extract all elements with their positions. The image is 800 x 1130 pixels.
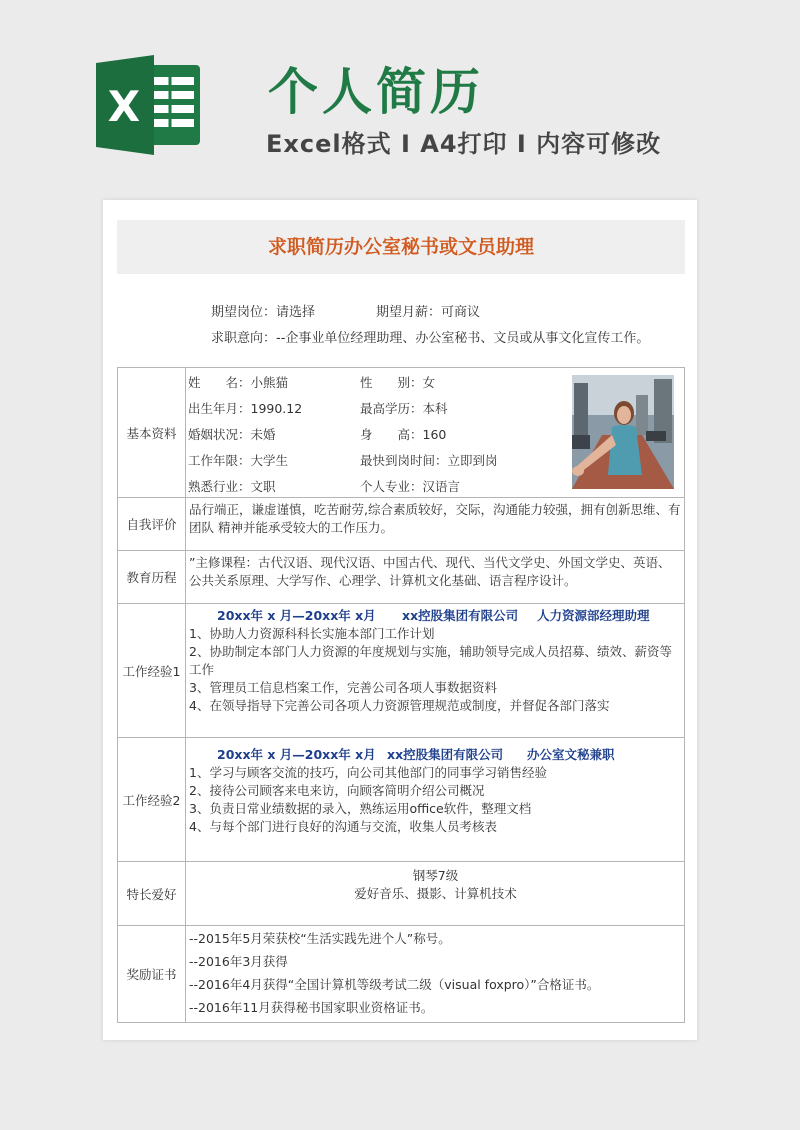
- work1-period: 20xx年 x 月—20xx年 x月: [217, 608, 376, 623]
- field-name: 姓 名：小熊猫: [188, 375, 289, 390]
- hobby-line: 爱好音乐、摄影、计算机技术: [354, 886, 517, 901]
- work2-item: 2、接待公司顾客来电来访，向顾客简明介绍公司概况: [189, 783, 485, 798]
- page-subtitle: Excel格式 I A4打印 I 内容可修改: [266, 130, 662, 158]
- field-available: 最快到岗时间：立即到岗: [360, 453, 498, 468]
- award-item: --2016年11月获得秘书国家职业资格证书。: [189, 1000, 434, 1015]
- award-item: --2016年3月获得: [189, 954, 288, 969]
- self-eval-text: 品行端正，谦虚谨慎，吃苦耐劳,综合素质较好，交际，沟通能力较强，拥有创新思维、有团队 精神并能承受较大的工作压力。: [186, 498, 685, 551]
- page-title: 个人简历: [268, 63, 484, 121]
- label-education: 教育历程: [118, 551, 186, 604]
- field-gender: 性 别：女: [360, 375, 436, 390]
- label-work2: 工作经验2: [118, 738, 186, 862]
- expected-salary: 期望月薪：可商议: [376, 305, 481, 320]
- label-self-eval: 自我评价: [118, 498, 186, 551]
- job-intent: 求职意向：--企事业单位经理助理、办公室秘书、文员或从事文化宣传工作。: [211, 331, 650, 346]
- row-self-eval: [118, 498, 685, 551]
- award-item: --2016年4月获得“全国计算机等级考试二级（visual foxpro）”合格证书。: [189, 977, 600, 992]
- awards-content: [186, 926, 685, 1023]
- svg-text:X: X: [107, 82, 141, 131]
- field-education: 最高学历：本科: [360, 401, 448, 416]
- row-hobbies: [118, 862, 685, 926]
- work2-item: 1、学习与顾客交流的技巧，向公司其他部门的同事学习销售经验: [189, 765, 547, 780]
- work2-item: 3、负责日常业绩数据的录入，熟练运用office软件，整理文档: [189, 801, 532, 816]
- field-height: 身 高：160: [360, 427, 447, 442]
- work1-item: 3、管理员工信息档案工作，完善公司各项人事数据资料: [189, 680, 497, 695]
- work1-item: 1、协助人力资源科科长实施本部门工作计划: [189, 626, 435, 641]
- field-major: 个人专业：汉语言: [360, 479, 461, 494]
- row-basic: [118, 368, 685, 498]
- resume-table: [117, 367, 685, 1023]
- profile-photo: [572, 375, 674, 489]
- work1-item: 4、在领导指导下完善公司各项人力资源管理规范或制度，并督促各部门落实: [189, 698, 610, 713]
- row-work2: [118, 738, 685, 862]
- hobby-line: 钢琴7级: [412, 868, 459, 883]
- work1-header: [189, 607, 682, 625]
- work2-position: 办公室文秘兼职: [527, 747, 615, 762]
- label-hobbies: 特长爱好: [118, 862, 186, 926]
- work1-content: [186, 604, 685, 738]
- basic-info: [186, 368, 685, 498]
- work2-company: xx控股集团有限公司: [387, 747, 504, 762]
- label-basic: 基本资料: [118, 368, 186, 498]
- resume-title: 求职简历办公室秘书或文员助理: [267, 236, 534, 258]
- education-text: ”主修课程：古代汉语、现代汉语、中国古代、现代、当代文学史、外国文学史、英语、公共关系原理、大学写作、心理学、计算机文化基础、语言程序设计。: [186, 551, 685, 604]
- work2-period: 20xx年 x 月—20xx年 x月: [217, 747, 376, 762]
- excel-logo-icon: [96, 55, 204, 155]
- hobbies-content: [186, 862, 685, 926]
- award-item: --2015年5月荣获校“生活实践先进个人”称号。: [189, 931, 451, 946]
- work1-position: 人力资源部经理助理: [537, 608, 650, 623]
- work2-header: [189, 741, 682, 764]
- row-work1: [118, 604, 685, 738]
- resume-title-band: [117, 220, 685, 274]
- expected-position: 期望岗位：请选择: [211, 305, 316, 320]
- work2-item: 4、与每个部门进行良好的沟通与交流，收集人员考核表: [189, 819, 497, 834]
- resume-paper: [103, 200, 697, 1040]
- field-work-years: 工作年限：大学生: [188, 453, 289, 468]
- label-work1: 工作经验1: [118, 604, 186, 738]
- field-industry: 熟悉行业：文职: [188, 479, 276, 494]
- row-education: [118, 551, 685, 604]
- work1-item: 2、协助制定本部门人力资源的年度规划与实施，辅助领导完成人员招募、绩效、薪资等工作: [189, 644, 672, 677]
- work2-content: [186, 738, 685, 862]
- label-awards: 奖励证书: [118, 926, 186, 1023]
- field-marital: 婚姻状况：未婚: [188, 427, 276, 442]
- work1-company: xx控股集团有限公司: [402, 608, 519, 623]
- field-birth: 出生年月：1990.12: [188, 401, 303, 416]
- row-awards: [118, 926, 685, 1023]
